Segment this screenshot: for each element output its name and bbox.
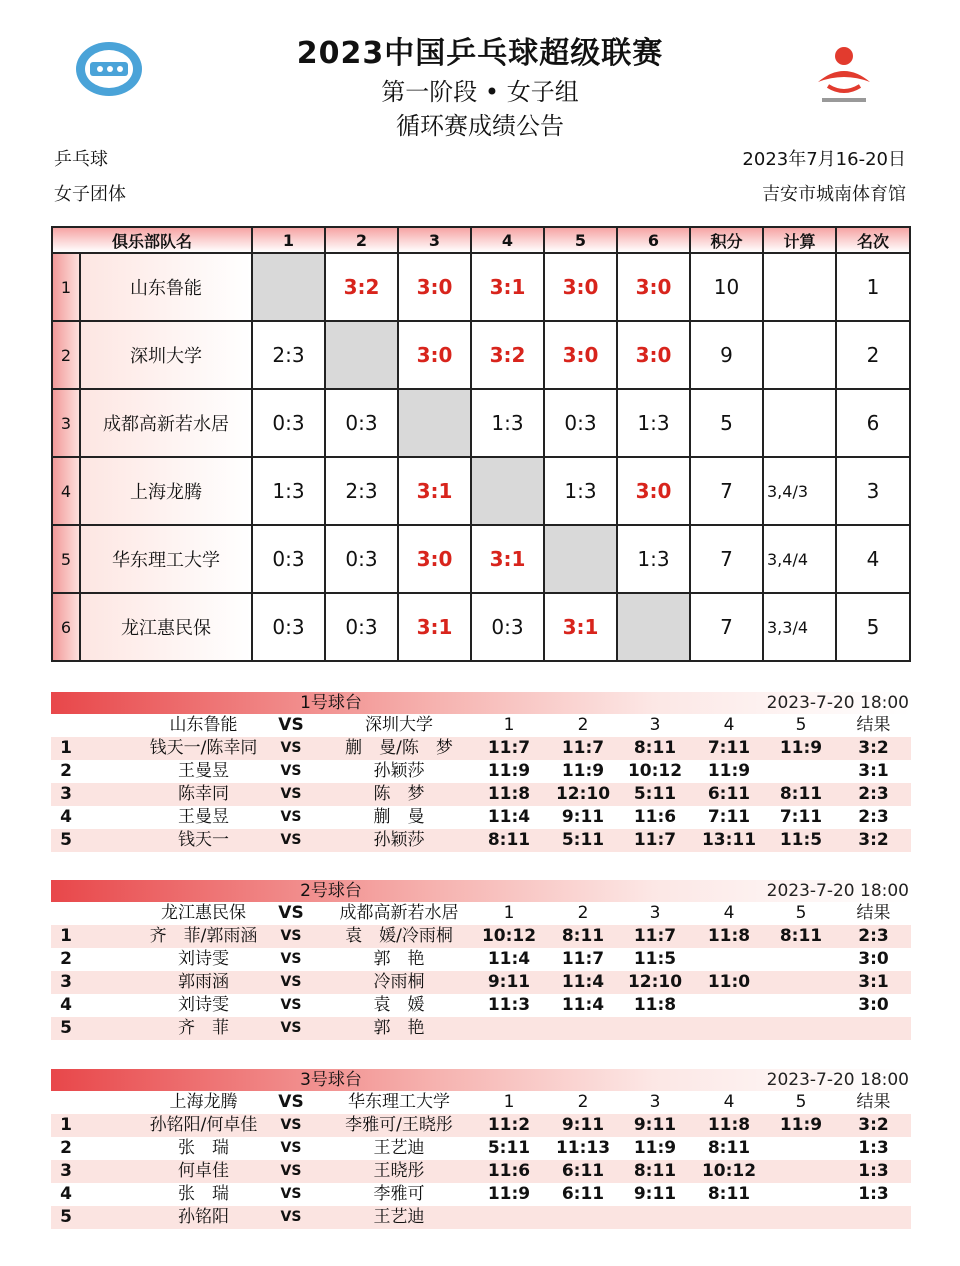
player-b: 李雅可 [373, 1184, 425, 1204]
page-title: 2023中国乒乓球超级联赛 [296, 36, 664, 71]
vs-label: VS [280, 951, 302, 967]
match-number: 5 [60, 830, 72, 850]
match-datetime: 2023-7-20 18:00 [766, 693, 909, 713]
game-score: 6:11 [561, 1161, 605, 1181]
vs-label: VS [280, 974, 302, 990]
game-score: 9:11 [561, 1115, 605, 1135]
team-a: 龙江惠民保 [161, 903, 246, 923]
game-header: 3 [649, 715, 661, 735]
game-header: 5 [795, 903, 807, 923]
game-score: 11:4 [487, 807, 531, 827]
game-score: 11:9 [779, 738, 823, 758]
game-score: 8:11 [707, 1138, 751, 1158]
match-result: 3:1 [858, 761, 889, 781]
team-b: 成都高新若水居 [339, 903, 459, 923]
player-b: 冷雨桐 [373, 972, 425, 992]
game-score: 10:12 [627, 761, 683, 781]
score-cell: 3:0 [544, 253, 617, 321]
game-score: 11:3 [487, 995, 531, 1015]
score-cell: 0:3 [252, 593, 325, 661]
match-number: 4 [60, 995, 72, 1015]
match-teams-row [51, 1091, 911, 1114]
game-score: 11:7 [561, 949, 605, 969]
standings-row [52, 389, 910, 457]
calc-cell [763, 389, 836, 457]
date-label: 2023年7月16-20日 [742, 149, 906, 170]
player-b: 王艺迪 [373, 1207, 425, 1227]
vs-label: VS [280, 786, 302, 802]
points-cell: 10 [690, 253, 763, 321]
match-row [51, 925, 911, 948]
header-opp-3: 3 [398, 227, 471, 253]
match-row [51, 806, 911, 829]
player-a: 郭雨涵 [178, 972, 229, 992]
score-cell: 3:2 [471, 321, 544, 389]
player-a: 钱天一/陈幸同 [149, 738, 258, 758]
vs-label: VS [278, 903, 304, 923]
score-cell: 3:1 [544, 593, 617, 661]
match-row [51, 994, 911, 1017]
game-score: 8:11 [633, 738, 677, 758]
venue-label: 吉安市城南体育馆 [762, 184, 906, 205]
score-cell: 0:3 [471, 593, 544, 661]
team-name: 龙江惠民保 [80, 593, 252, 661]
result-header: 结果 [856, 1092, 891, 1112]
standings-row [52, 321, 910, 389]
player-a: 王曼昱 [178, 761, 229, 781]
game-score: 11:9 [561, 761, 605, 781]
player-a: 刘诗雯 [178, 949, 229, 969]
match-block [51, 880, 911, 1040]
match-row [51, 829, 911, 852]
game-score: 11:2 [487, 1115, 531, 1135]
header-calc: 计算 [763, 227, 836, 253]
player-a: 王曼昱 [178, 807, 229, 827]
team-b: 深圳大学 [365, 715, 433, 735]
calc-cell: 3,4/3 [763, 457, 836, 525]
game-score: 8:11 [779, 784, 823, 804]
team-name: 华东理工大学 [80, 525, 252, 593]
page-subtitle: 第一阶段 • 女子组 [381, 78, 579, 106]
player-a: 钱天一 [178, 830, 229, 850]
match-row [51, 948, 911, 971]
score-cell: 3:2 [325, 253, 398, 321]
match-number: 1 [60, 1115, 72, 1135]
game-header: 4 [723, 1092, 735, 1112]
game-score: 11:9 [779, 1115, 823, 1135]
event-label: 女子团体 [54, 184, 126, 205]
header-opp-2: 2 [325, 227, 398, 253]
game-score: 12:10 [555, 784, 611, 804]
team-name: 深圳大学 [80, 321, 252, 389]
score-cell: 0:3 [325, 389, 398, 457]
match-result: 2:3 [858, 807, 889, 827]
score-cell: 1:3 [252, 457, 325, 525]
team-name: 山东鲁能 [80, 253, 252, 321]
standings-header-row [52, 227, 910, 253]
match-result: 1:3 [858, 1184, 889, 1204]
row-number: 6 [52, 593, 80, 661]
game-header: 4 [723, 903, 735, 923]
team-a: 上海龙腾 [169, 1092, 238, 1112]
score-cell: 3:0 [398, 253, 471, 321]
player-b: 陈 梦 [373, 784, 425, 804]
calc-cell [763, 321, 836, 389]
vs-label: VS [280, 1140, 302, 1156]
player-b: 王晓彤 [373, 1161, 425, 1181]
match-number: 4 [60, 807, 72, 827]
team-a: 山东鲁能 [169, 715, 238, 735]
match-result: 2:3 [858, 926, 889, 946]
game-score: 10:12 [481, 926, 537, 946]
score-cell: 3:1 [398, 457, 471, 525]
player-b: 袁 媛 [373, 995, 425, 1015]
game-score: 11:6 [487, 1161, 531, 1181]
calc-cell: 3,3/4 [763, 593, 836, 661]
game-header: 3 [649, 1092, 661, 1112]
match-number: 5 [60, 1207, 72, 1227]
match-number: 3 [60, 1161, 72, 1181]
game-score: 10:12 [701, 1161, 757, 1181]
row-number: 2 [52, 321, 80, 389]
rank-cell: 5 [836, 593, 910, 661]
player-b: 郭 艳 [373, 1018, 425, 1038]
game-score: 9:11 [633, 1115, 677, 1135]
score-cell: 2:3 [325, 457, 398, 525]
score-cell: 1:3 [617, 389, 690, 457]
row-number: 3 [52, 389, 80, 457]
standings-row [52, 457, 910, 525]
match-number: 1 [60, 738, 72, 758]
rank-cell: 4 [836, 525, 910, 593]
match-number: 4 [60, 1184, 72, 1204]
player-b: 蒯 曼/陈 梦 [345, 738, 453, 758]
vs-label: VS [278, 715, 304, 735]
sport-label: 乒乓球 [54, 149, 108, 170]
game-score: 11:9 [707, 761, 751, 781]
match-result: 3:0 [858, 949, 889, 969]
game-score: 11:7 [561, 738, 605, 758]
vs-label: VS [280, 1186, 302, 1202]
game-score: 11:0 [707, 972, 751, 992]
table-label: 2号球台 [300, 881, 362, 901]
game-score: 9:11 [487, 972, 531, 992]
rank-cell: 1 [836, 253, 910, 321]
match-result: 3:0 [858, 995, 889, 1015]
vs-label: VS [280, 740, 302, 756]
match-row [51, 971, 911, 994]
header-team: 俱乐部队名 [52, 227, 252, 253]
score-cell: 3:0 [617, 321, 690, 389]
match-datetime: 2023-7-20 18:00 [766, 881, 909, 901]
game-header: 2 [577, 1092, 589, 1112]
standings-row [52, 593, 910, 661]
match-block [51, 692, 911, 852]
player-b: 王艺迪 [373, 1138, 425, 1158]
header-opp-4: 4 [471, 227, 544, 253]
match-number: 3 [60, 972, 72, 992]
calc-cell: 3,4/4 [763, 525, 836, 593]
match-row [51, 783, 911, 806]
match-number: 2 [60, 1138, 72, 1158]
header-points: 积分 [690, 227, 763, 253]
match-number: 5 [60, 1018, 72, 1038]
match-row [51, 1160, 911, 1183]
match-row [51, 760, 911, 783]
header-opp-1: 1 [252, 227, 325, 253]
vs-label: VS [280, 928, 302, 944]
score-cell: 3:0 [617, 253, 690, 321]
game-score: 8:11 [707, 1184, 751, 1204]
game-score: 8:11 [561, 926, 605, 946]
player-a: 陈幸同 [178, 784, 229, 804]
rank-cell: 2 [836, 321, 910, 389]
table-label: 1号球台 [300, 693, 362, 713]
player-b: 孙颖莎 [373, 830, 425, 850]
match-row [51, 737, 911, 760]
match-header [51, 1069, 911, 1091]
game-score: 11:4 [487, 949, 531, 969]
game-score: 5:11 [633, 784, 677, 804]
game-score: 7:11 [779, 807, 823, 827]
player-b: 蒯 曼 [373, 807, 425, 827]
standings-row [52, 253, 910, 321]
game-score: 11:8 [633, 995, 677, 1015]
calc-cell [763, 253, 836, 321]
match-row [51, 1183, 911, 1206]
self-cell [617, 593, 690, 661]
game-score: 5:11 [561, 830, 605, 850]
score-cell: 0:3 [325, 525, 398, 593]
match-row [51, 1114, 911, 1137]
self-cell [252, 253, 325, 321]
player-a: 孙铭阳 [178, 1207, 229, 1227]
score-cell: 0:3 [325, 593, 398, 661]
match-row [51, 1017, 911, 1040]
game-score: 8:11 [487, 830, 531, 850]
score-cell: 3:1 [471, 253, 544, 321]
game-score: 11:7 [633, 926, 677, 946]
score-cell: 1:3 [617, 525, 690, 593]
game-score: 11:7 [633, 830, 677, 850]
player-b: 李雅可/王晓彤 [345, 1115, 453, 1135]
points-cell: 7 [690, 593, 763, 661]
vs-label: VS [278, 1092, 304, 1112]
points-cell: 5 [690, 389, 763, 457]
match-teams-row [51, 902, 911, 925]
score-cell: 3:0 [398, 525, 471, 593]
match-number: 2 [60, 761, 72, 781]
match-result: 3:1 [858, 972, 889, 992]
vs-label: VS [280, 832, 302, 848]
table-label: 3号球台 [300, 1070, 362, 1090]
player-b: 袁 媛/冷雨桐 [345, 926, 453, 946]
match-block [51, 1069, 911, 1229]
vs-label: VS [280, 809, 302, 825]
vs-label: VS [280, 1163, 302, 1179]
game-score: 12:10 [627, 972, 683, 992]
result-header: 结果 [856, 715, 891, 735]
player-b: 孙颖莎 [373, 761, 425, 781]
game-score: 6:11 [561, 1184, 605, 1204]
player-a: 张 瑞 [178, 1138, 229, 1158]
player-a: 张 瑞 [178, 1184, 229, 1204]
team-b: 华东理工大学 [348, 1092, 450, 1112]
match-number: 3 [60, 784, 72, 804]
row-number: 1 [52, 253, 80, 321]
game-header: 5 [795, 715, 807, 735]
row-number: 5 [52, 525, 80, 593]
match-row [51, 1137, 911, 1160]
standings-row [52, 525, 910, 593]
vs-label: VS [280, 1020, 302, 1036]
game-score: 11:9 [487, 761, 531, 781]
game-header: 5 [795, 1092, 807, 1112]
game-score: 11:5 [779, 830, 823, 850]
game-score: 5:11 [487, 1138, 531, 1158]
game-score: 11:6 [633, 807, 677, 827]
match-datetime: 2023-7-20 18:00 [766, 1070, 909, 1090]
points-cell: 9 [690, 321, 763, 389]
self-cell [471, 457, 544, 525]
game-header: 2 [577, 715, 589, 735]
match-result: 2:3 [858, 784, 889, 804]
rank-cell: 3 [836, 457, 910, 525]
match-result: 3:2 [858, 830, 889, 850]
result-header: 结果 [856, 903, 891, 923]
score-cell: 1:3 [544, 457, 617, 525]
player-a: 孙铭阳/何卓佳 [149, 1115, 258, 1135]
game-score: 11:8 [707, 1115, 751, 1135]
player-a: 何卓佳 [178, 1161, 229, 1181]
vs-label: VS [280, 1209, 302, 1225]
game-score: 11:8 [487, 784, 531, 804]
score-cell: 0:3 [252, 525, 325, 593]
score-cell: 0:3 [252, 389, 325, 457]
game-score: 9:11 [561, 807, 605, 827]
match-result: 3:2 [858, 1115, 889, 1135]
match-teams-row [51, 714, 911, 737]
vs-label: VS [280, 763, 302, 779]
match-result: 1:3 [858, 1138, 889, 1158]
game-score: 11:8 [707, 926, 751, 946]
game-score: 8:11 [633, 1161, 677, 1181]
game-score: 7:11 [707, 738, 751, 758]
game-score: 11:4 [561, 972, 605, 992]
score-cell: 3:0 [398, 321, 471, 389]
game-header: 1 [503, 903, 515, 923]
page-subtitle-2: 循环赛成绩公告 [396, 112, 564, 140]
game-score: 8:11 [779, 926, 823, 946]
match-row [51, 1206, 911, 1229]
score-cell: 1:3 [471, 389, 544, 457]
match-result: 1:3 [858, 1161, 889, 1181]
game-score: 7:11 [707, 807, 751, 827]
game-score: 11:7 [487, 738, 531, 758]
score-cell: 3:1 [398, 593, 471, 661]
game-score: 11:13 [555, 1138, 611, 1158]
score-cell: 3:0 [617, 457, 690, 525]
score-cell: 3:0 [544, 321, 617, 389]
points-cell: 7 [690, 457, 763, 525]
standings-table [51, 226, 911, 662]
player-b: 郭 艳 [373, 949, 425, 969]
self-cell [325, 321, 398, 389]
rank-cell: 6 [836, 389, 910, 457]
game-score: 6:11 [707, 784, 751, 804]
row-number: 4 [52, 457, 80, 525]
match-header [51, 880, 911, 902]
player-a: 齐 菲 [178, 1018, 229, 1038]
game-score: 11:9 [487, 1184, 531, 1204]
game-header: 2 [577, 903, 589, 923]
game-header: 3 [649, 903, 661, 923]
score-cell: 3:1 [471, 525, 544, 593]
game-score: 13:11 [701, 830, 757, 850]
header-opp-6: 6 [617, 227, 690, 253]
vs-label: VS [280, 997, 302, 1013]
vs-label: VS [280, 1117, 302, 1133]
game-header: 4 [723, 715, 735, 735]
points-cell: 7 [690, 525, 763, 593]
match-header [51, 692, 911, 714]
player-a: 齐 菲/郭雨涵 [149, 926, 258, 946]
self-cell [544, 525, 617, 593]
player-a: 刘诗雯 [178, 995, 229, 1015]
team-name: 上海龙腾 [80, 457, 252, 525]
header-opp-5: 5 [544, 227, 617, 253]
team-name: 成都高新若水居 [80, 389, 252, 457]
score-cell: 0:3 [544, 389, 617, 457]
header-rank: 名次 [836, 227, 910, 253]
game-header: 1 [503, 1092, 515, 1112]
game-header: 1 [503, 715, 515, 735]
game-score: 11:5 [633, 949, 677, 969]
match-number: 2 [60, 949, 72, 969]
score-cell: 2:3 [252, 321, 325, 389]
match-result: 3:2 [858, 738, 889, 758]
game-score: 11:4 [561, 995, 605, 1015]
match-number: 1 [60, 926, 72, 946]
self-cell [398, 389, 471, 457]
game-score: 11:9 [633, 1138, 677, 1158]
game-score: 9:11 [633, 1184, 677, 1204]
